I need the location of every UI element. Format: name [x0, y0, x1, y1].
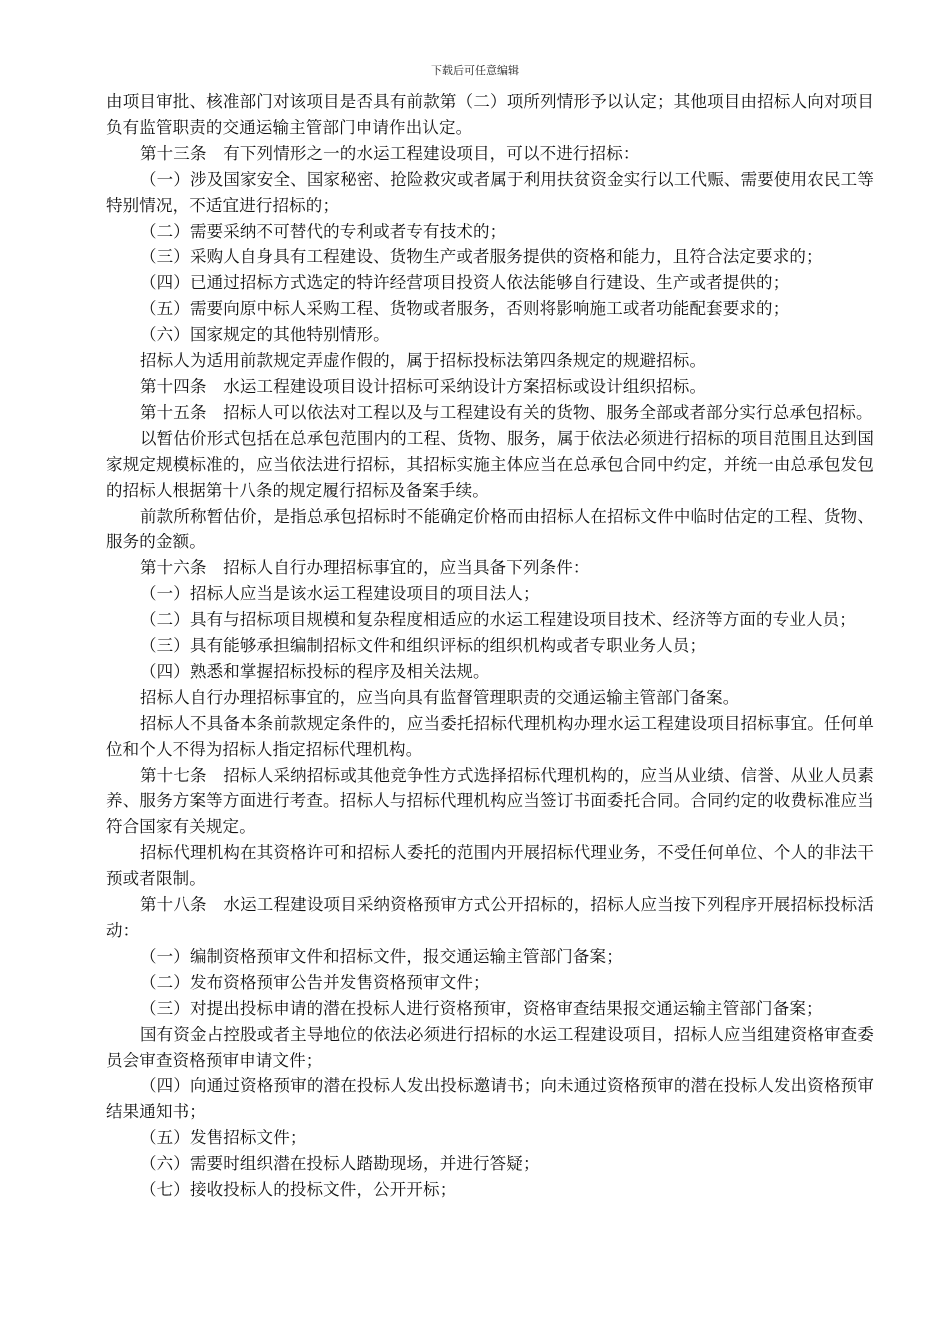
paragraph: （三）采购人自身具有工程建设、货物生产或者服务提供的资格和能力，且符合法定要求的； — [140, 247, 823, 267]
paragraph: 第十七条 招标人采纳招标或其他竞争性方式选择招标代理机构的，应当从业绩、信誉、从业人员素养、服务方案等方面进行考查。招标人与招标代理机构应当签订书面委托合同。合同约定的收费标准应当符合国家有关规定。 — [106, 765, 874, 837]
paragraph: （一）招标人应当是该水运工程建设项目的项目法人； — [140, 584, 540, 604]
paragraph: 前款所称暂估价，是指总承包招标时不能确定价格而由招标人在招标文件中临时估定的工程、货物、服务的金额。 — [106, 506, 874, 552]
paragraph: 第十八条 水运工程建设项目采纳资格预审方式公开招标的，招标人应当按下列程序开展招标投标活动： — [106, 895, 874, 940]
paragraph: （一）编制资格预审文件和招标文件，报交通运输主管部门备案； — [140, 946, 623, 966]
paragraph: 由项目审批、核准部门对该项目是否具有前款第（二）项所列情形予以认定；其他项目由招标人向对项目负有监管职责的交通运输主管部门申请作出认定。 — [106, 92, 874, 137]
document-body — [106, 89, 874, 1203]
paragraph: （五）发售招标文件； — [140, 1128, 307, 1148]
paragraph: 以暂估价形式包括在总承包范围内的工程、货物、服务，属于依法必须进行招标的项目范围且达到国家规定规模标准的，应当依法进行招标，其招标实施主体应当在总承包合同中约定，并统一由总承包发包的招标人根据第十八条的规定履行招标及备案手续。 — [106, 428, 874, 500]
paragraph: 第十四条 水运工程建设项目设计招标可采纳设计方案招标或设计组织招标。 — [140, 376, 707, 396]
paragraph: （三）对提出投标申请的潜在投标人进行资格预审，资格审查结果报交通运输主管部门备案； — [140, 998, 823, 1018]
paragraph: 国有资金占控股或者主导地位的依法必须进行招标的水运工程建设项目，招标人应当组建资格审查委员会审查资格预审申请文件； — [106, 1024, 874, 1070]
paragraph: （二）需要采纳不可替代的专利或者专有技术的； — [140, 221, 507, 241]
paragraph: （七）接收投标人的投标文件，公开开标； — [140, 1180, 457, 1200]
paragraph: 招标代理机构在其资格许可和招标人委托的范围内开展招标代理业务，不受任何单位、个人的非法干预或者限制。 — [106, 843, 874, 889]
paragraph: （六）国家规定的其他特别情形。 — [140, 325, 390, 345]
paragraph: （二）具有与招标项目规模和复杂程度相适应的水运工程建设项目技术、经济等方面的专业人员； — [140, 610, 856, 630]
paragraph: 招标人为适用前款规定弄虚作假的，属于招标投标法第四条规定的规避招标。 — [140, 351, 707, 371]
paragraph: （三）具有能够承担编制招标文件和组织评标的组织机构或者专职业务人员； — [140, 636, 707, 656]
paragraph: （二）发布资格预审公告并发售资格预审文件； — [140, 972, 490, 992]
paragraph: 第十六条 招标人自行办理招标事宜的，应当具备下列条件： — [140, 558, 590, 578]
paragraph: （六）需要时组织潜在投标人踏勘现场，并进行答疑； — [140, 1154, 540, 1174]
page-header: 下载后可任意编辑 — [431, 64, 519, 77]
paragraph: 第十三条 有下列情形之一的水运工程建设项目，可以不进行招标： — [140, 143, 640, 163]
paragraph: （一）涉及国家安全、国家秘密、抢险救灾或者属于利用扶贫资金实行以工代赈、需要使用农民工等特别情况，不适宜进行招标的； — [106, 169, 874, 215]
paragraph: （五）需要向原中标人采购工程、货物或者服务，否则将影响施工或者功能配套要求的； — [140, 299, 790, 319]
paragraph: 招标人自行办理招标事宜的，应当向具有监督管理职责的交通运输主管部门备案。 — [140, 687, 740, 707]
paragraph: （四）熟悉和掌握招标投标的程序及相关法规。 — [140, 661, 490, 681]
paragraph: 第十五条 招标人可以依法对工程以及与工程建设有关的货物、服务全部或者部分实行总承包招标。 — [140, 402, 873, 422]
paragraph: （四）已通过招标方式选定的特许经营项目投资人依法能够自行建设、生产或者提供的； — [140, 273, 790, 293]
paragraph: 招标人不具备本条前款规定条件的，应当委托招标代理机构办理水运工程建设项目招标事宜。任何单位和个人不得为招标人指定招标代理机构。 — [106, 713, 874, 759]
paragraph: （四）向通过资格预审的潜在投标人发出投标邀请书；向未通过资格预审的潜在投标人发出资格预审结果通知书； — [106, 1076, 874, 1122]
